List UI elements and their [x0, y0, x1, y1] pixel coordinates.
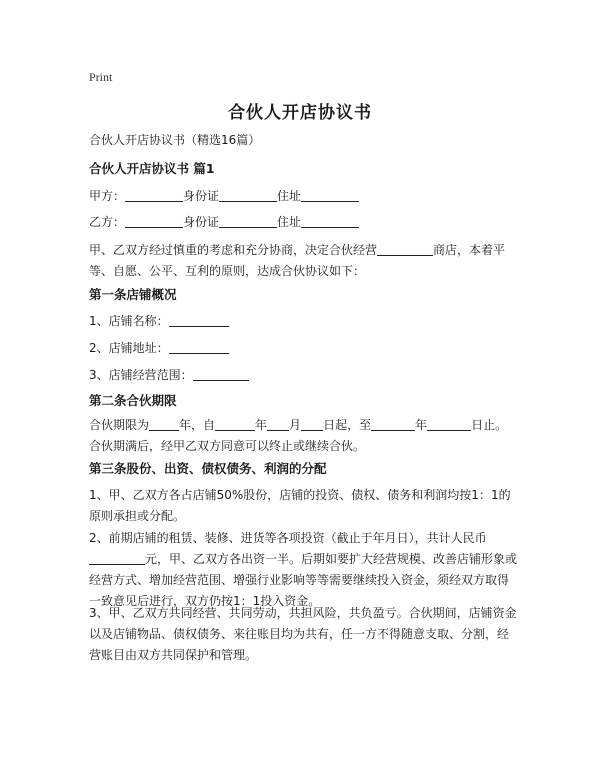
term-text: 年	[255, 418, 268, 432]
term-text: 月	[289, 418, 302, 432]
investment-text: 元，甲、乙双方各出资一半。后期如要扩大经营规模、改善店铺形象或经营方式、增加经营范围、增强行业影响等等需要继续投入资金，须经双方取得一致意见后进行，双方仍按1：1投入资金。	[89, 552, 518, 608]
store-name-blank	[169, 312, 229, 327]
article3-heading: 第三条股份、出资、债权债务、利润的分配	[89, 461, 327, 476]
term-text: 日起，至	[323, 418, 372, 432]
article2-heading: 第二条合伙期限	[89, 393, 177, 408]
party-b-id-blank	[219, 213, 277, 228]
store-address-blank	[169, 339, 229, 354]
end-date-blank	[427, 416, 471, 431]
document-title: 合伙人开店协议书	[228, 103, 372, 123]
party-a-label: 甲方：	[89, 189, 126, 203]
term-text: 年，自	[179, 418, 216, 432]
article2-paragraph	[89, 415, 519, 457]
article3-paragraph-2	[89, 528, 519, 612]
start-day-blank	[301, 416, 323, 431]
party-a-addr-label: 住址	[277, 189, 302, 203]
article1-item-name	[89, 311, 519, 332]
term-text: 年	[415, 418, 428, 432]
article1-item-address	[89, 338, 519, 359]
party-b-addr-blank	[301, 213, 359, 228]
party-b-line	[89, 212, 519, 233]
item-label: 3、店铺经营范围：	[89, 368, 193, 382]
item-label: 1、店铺名称：	[89, 314, 169, 328]
term-text: 日止。合伙期满后，经甲乙双方同意可以终止或继续合伙。	[89, 418, 508, 453]
party-a-id-blank	[219, 187, 277, 202]
term-years-blank	[149, 416, 179, 431]
party-b-name-blank	[125, 213, 183, 228]
investment-text: 2、前期店铺的租赁、装修、进货等各项投资（截止于年月日），共计人民币	[89, 531, 487, 545]
start-month-blank	[267, 416, 289, 431]
document-subtitle: 合伙人开店协议书（精选16篇）	[89, 133, 261, 147]
intro-part1: 甲、乙双方经过慎重的考虑和充分协商，决定合伙经营	[89, 243, 378, 257]
term-text: 合伙期限为	[89, 418, 150, 432]
article3-paragraph-1: 1、甲、乙双方各占店铺50%股份，店铺的投资、债权、债务和利润均按1：1的原则承担或分配。	[89, 488, 511, 523]
article1-item-scope	[89, 365, 519, 386]
article1-heading: 第一条店铺概况	[89, 287, 177, 302]
item-label: 2、店铺地址：	[89, 341, 169, 355]
party-b-label: 乙方：	[89, 215, 126, 229]
business-blank	[377, 241, 433, 256]
party-b-addr-label: 住址	[277, 215, 302, 229]
intro-paragraph	[89, 240, 519, 282]
store-scope-blank	[193, 366, 249, 381]
party-a-name-blank	[125, 187, 183, 202]
start-year-blank	[215, 416, 255, 431]
investment-amount-blank	[89, 550, 145, 565]
party-b-id-label: 身份证	[183, 215, 220, 229]
party-a-line	[89, 186, 519, 207]
end-year-blank	[371, 416, 415, 431]
party-a-addr-blank	[301, 187, 359, 202]
print-label[interactable]: Print	[89, 70, 113, 84]
article3-paragraph-3: 3、甲、乙双方共同经营、共同劳动，共担风险，共负盈亏。合伙期间，店铺资金以及店铺物品、债权债务、来往账目均为共有，任一方不得随意支取、分割，经营账目由双方共同保护和管理。	[89, 606, 517, 662]
intro-part2: 商店，本着平等、自愿、公平、互利的原则，达成合伙协议如下：	[89, 243, 506, 278]
party-a-id-label: 身份证	[183, 189, 220, 203]
section-title: 合伙人开店协议书 篇1	[89, 161, 215, 176]
